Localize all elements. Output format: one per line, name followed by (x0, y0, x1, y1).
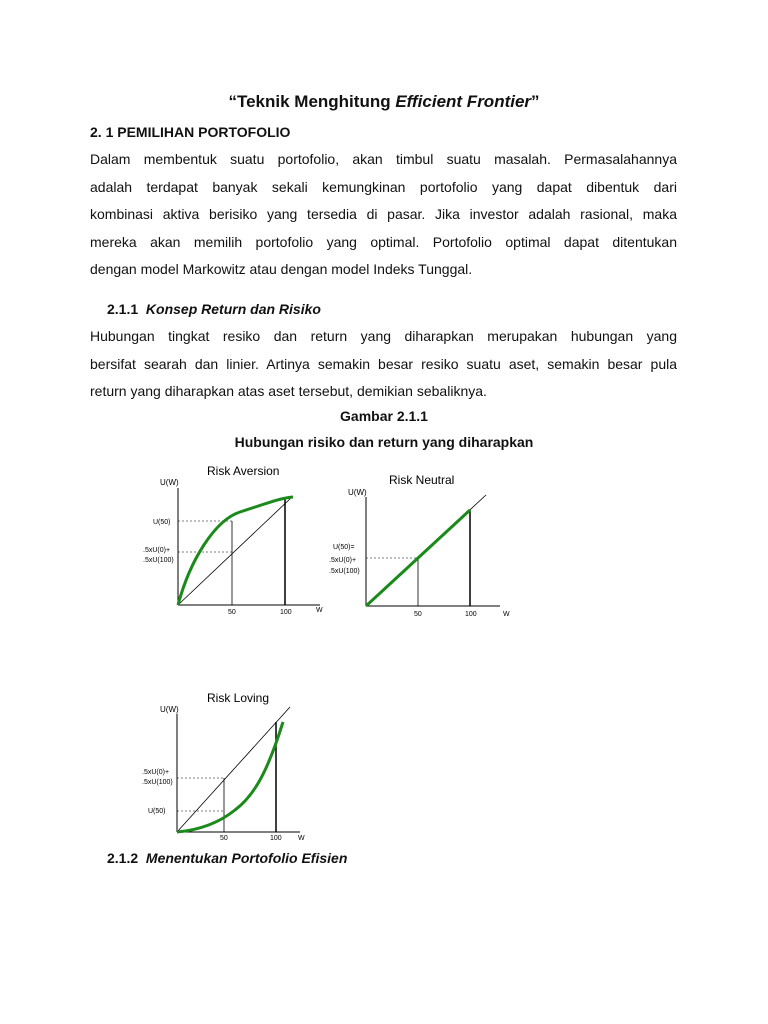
subsection-title: Konsep Return dan Risiko (145, 301, 321, 317)
chart-title: Risk Aversion (207, 464, 280, 478)
paragraph-line: Hubungan tingkat resiko dan return yang diharapkan merupakan hubungan yang (90, 328, 677, 344)
x-tick-100: 100 (465, 611, 477, 618)
section-heading-2-1: 2. 1 PEMILIHAN PORTOFOLIO (90, 124, 291, 140)
title-italic: Efficient Frontier (395, 92, 532, 111)
x-tick-50: 50 (220, 835, 228, 842)
label-expected-line1: U(50)= (333, 544, 355, 551)
label-expected-line3: .5xU(100) (329, 568, 360, 575)
y-axis-label: U(W) (160, 705, 179, 714)
subsection-number: 2.1.2 (107, 850, 139, 866)
title-open: “Teknik Menghitung (228, 92, 396, 111)
x-axis-label: W (316, 607, 323, 614)
label-expected-line2: .5xU(100) (142, 779, 173, 786)
paragraph-line: kombinasi aktiva berisiko yang tersedia di pasar. Jika investor adalah rasional, maka (90, 206, 677, 222)
chord-line (177, 707, 290, 832)
paragraph-line: return yang diharapkan atas aset tersebut, demikian sebaliknya. (90, 383, 487, 399)
utility-curve (177, 722, 283, 832)
x-tick-50: 50 (228, 609, 236, 616)
paragraph-line: mereka akan memilih portofolio yang optimal. Portofolio optimal dapat ditentukan (90, 233, 677, 250)
label-u50: U(50) (153, 519, 171, 526)
chart-risk-loving (142, 691, 305, 842)
x-tick-50: 50 (414, 611, 422, 618)
paragraph-line: bersifat searah dan linier. Artinya semakin besar resiko suatu aset, semakin besar pula (90, 355, 677, 372)
chart-title: Risk Neutral (389, 473, 455, 487)
chart-title: Risk Loving (207, 691, 270, 705)
subsection-heading-2-1-2 (107, 850, 347, 866)
paragraph-line: Dalam membentuk suatu portofolio, akan timbul suatu masalah. Permasalahannya (90, 151, 677, 167)
label-expected-line2: .5xU(100) (143, 557, 174, 564)
paragraph-line: adalah terdapat banyak sekali kemungkinan portofolio yang dapat dibentuk dari (90, 178, 677, 195)
label-u50: U(50) (148, 808, 166, 815)
x-tick-100: 100 (270, 835, 282, 842)
label-expected-line2: .5xU(0)+ (329, 557, 357, 564)
x-tick-100: 100 (280, 609, 292, 616)
figure-label: Gambar 2.1.1 (340, 408, 428, 424)
label-expected-line1: .5xU(0)+ (142, 769, 170, 776)
subsection-number: 2.1.1 (107, 301, 139, 317)
x-axis-label: W (503, 611, 510, 618)
chart-risk-aversion (143, 464, 323, 616)
figure-caption: Hubungan risiko dan return yang diharapkan (234, 434, 534, 450)
chart-risk-neutral (329, 473, 510, 618)
x-axis-label: W (298, 835, 305, 842)
y-axis-label: U(W) (160, 478, 179, 487)
y-axis-label: U(W) (348, 488, 367, 497)
paragraph-line: dengan model Markowitz atau dengan model Indeks Tunggal. (90, 261, 473, 277)
subsection-title: Menentukan Portofolio Efisien (145, 850, 348, 866)
label-expected-line1: .5xU(0)+ (143, 547, 171, 554)
title-close: ” (531, 92, 540, 111)
